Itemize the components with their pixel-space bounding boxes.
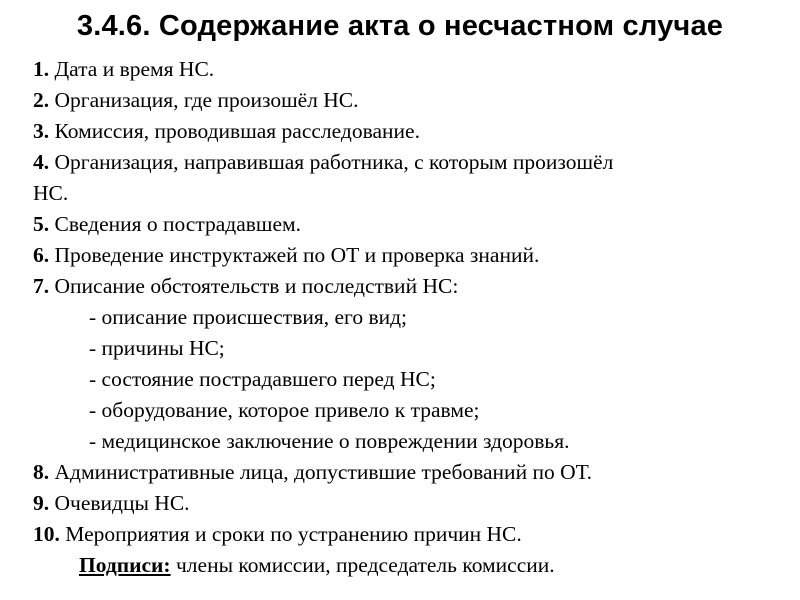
item-number: 4. [33, 150, 50, 174]
sub-item: - состояние пострадавшего перед НС; [89, 367, 436, 391]
sub-item: - причины НС; [89, 336, 225, 360]
list-item [33, 519, 783, 550]
item-text: Очевидцы НС. [49, 491, 190, 515]
item-number: 9. [33, 491, 50, 515]
item-text: Дата и время НС. [49, 57, 215, 81]
list-item-continuation [33, 178, 783, 209]
item-number: 2. [33, 88, 50, 112]
list-item [33, 116, 783, 147]
item-text: Сведения о пострадавшем. [49, 212, 302, 236]
item-number: 8. [33, 460, 50, 484]
item-text: Описание обстоятельств и последствий НС: [49, 274, 459, 298]
list-item [33, 488, 783, 519]
item-text: НС. [33, 181, 69, 205]
list-item [33, 85, 783, 116]
item-number: 7. [33, 274, 50, 298]
item-text: Административные лица, допустившие требований по ОТ. [49, 460, 592, 484]
item-text: Организация, где произошёл НС. [49, 88, 359, 112]
list-item [33, 147, 783, 178]
item-number: 1. [33, 57, 50, 81]
item-number: 5. [33, 212, 50, 236]
list-item [33, 54, 783, 85]
item-number: 10. [33, 522, 60, 546]
item-text: Проведение инструктажей по ОТ и проверка знаний. [49, 243, 540, 267]
item-text: Мероприятия и сроки по устранению причин НС. [59, 522, 522, 546]
list-item [33, 271, 783, 302]
item-text: Комиссия, проводившая расследование. [49, 119, 420, 143]
list-item [33, 209, 783, 240]
sub-item: - медицинское заключение о повреждении здоровья. [89, 429, 570, 453]
list-item [33, 457, 783, 488]
signatures-text: члены комиссии, председатель комиссии. [170, 553, 555, 577]
signatures-label: Подписи: [79, 553, 171, 577]
list-item [33, 240, 783, 271]
sub-item: - описание происшествия, его вид; [89, 305, 408, 329]
item-number: 6. [33, 243, 50, 267]
act-contents-list [33, 54, 783, 581]
signatures-line [33, 550, 783, 581]
item-text: Организация, направившая работника, с которым произошёл [49, 150, 614, 174]
page-title: 3.4.6. Содержание акта о несчастном случае [76, 10, 724, 42]
item-number: 3. [33, 119, 50, 143]
sub-item: - оборудование, которое привело к травме; [89, 398, 480, 422]
